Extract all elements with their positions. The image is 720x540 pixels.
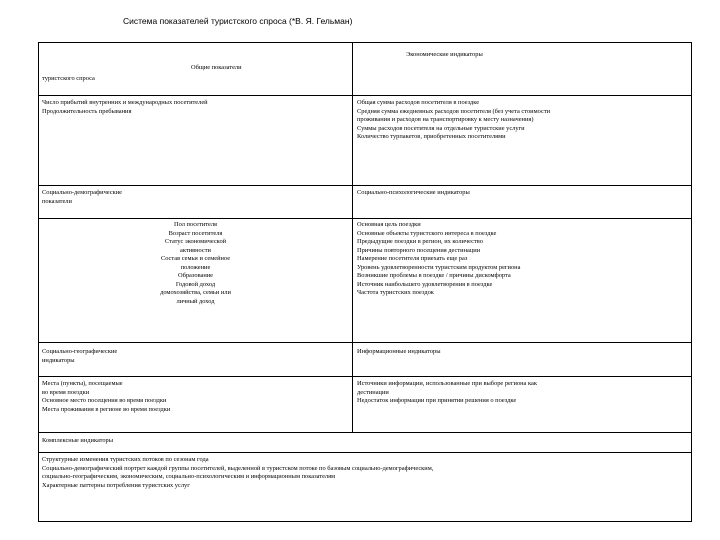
list-item: Годовой доход	[175, 280, 216, 288]
list-item: Число прибытий внутренних и международных посетителей	[42, 99, 208, 106]
economic-indicators-cell	[357, 99, 689, 142]
list-item: Возраст посетителя	[168, 229, 223, 237]
list-item: Места проживания в регионе во время поездки	[42, 405, 171, 413]
list-item: Образование	[177, 272, 214, 279]
page-title: Система показателей туристского спроса (*В. Я. Гельман)	[123, 16, 353, 26]
section-heading: показатели	[42, 197, 72, 205]
row-divider	[38, 452, 692, 453]
list-item: Основная цель поездки	[357, 221, 421, 228]
row-divider	[38, 342, 692, 343]
header-general-indicators: Общие показатели	[191, 64, 242, 71]
list-item: Источники информации, использованные при выборе региона как	[357, 380, 537, 387]
section-heading: Социально-демографические	[42, 189, 122, 196]
list-item: Характерные паттерны потребления туристских услуг	[42, 481, 190, 489]
list-item: домохозяйства, семьи или	[160, 289, 231, 296]
header-left-cell	[39, 43, 352, 95]
row-divider	[38, 218, 692, 219]
complex-indicators-cell	[42, 456, 687, 490]
section-heading: Социально-географические	[42, 348, 118, 355]
list-item: Структурные изменения туристских потоков по сезонам года	[42, 456, 209, 463]
row-divider	[38, 432, 692, 433]
list-item: Причины повторного посещения дестинации	[357, 246, 481, 254]
list-item: Основные объекты туристского интереса в поездке	[357, 229, 497, 237]
list-item: Количество турпакетов, приобретенных посетителями	[357, 133, 506, 140]
list-item: активности	[180, 246, 211, 254]
list-item: социально-географическим, экономическим, социально-психологическим и информационным показателям	[42, 473, 336, 480]
list-item: проживания и расходов на транспортировку к месту назначения)	[357, 116, 534, 123]
list-item: личный доход	[176, 297, 215, 305]
list-item: Места (пункты), посещаемые	[42, 380, 123, 387]
socio-geographic-cell	[42, 380, 350, 414]
list-item: Продолжительность пребывания	[42, 107, 132, 115]
table-border-bottom	[38, 521, 692, 522]
socio-demographic-header	[42, 189, 350, 206]
list-item: Социально-демографический портрет каждой группы посетителей, выделенной в туристском потоке по базовым социально-демографическим,	[42, 464, 434, 472]
section-heading: индикаторы	[42, 356, 75, 364]
row-divider	[38, 376, 692, 377]
row-divider	[38, 185, 692, 186]
table-border-right	[691, 42, 692, 522]
information-indicators-cell	[357, 380, 689, 406]
socio-demographic-cell	[39, 221, 352, 306]
column-divider	[352, 42, 353, 432]
list-item: Недостаток информации при принятии решения о поездке	[357, 397, 517, 404]
list-item: Пол посетителя	[173, 221, 217, 228]
list-item: Уровень удовлетворенности туристским продуктом региона	[357, 263, 521, 271]
header-general-indicators-subtitle: туристского спроса	[42, 75, 95, 82]
list-item: во время поездки	[42, 388, 90, 396]
header-right-cell	[353, 43, 691, 95]
list-item: Средняя сумма ежедневных расходов посетителя (без учета стоимости	[357, 107, 551, 115]
socio-psychological-header	[357, 189, 689, 198]
row-divider	[38, 95, 692, 96]
general-indicators-cell	[42, 99, 350, 116]
list-item: Основное место посещения во время поездки	[42, 397, 167, 404]
complex-indicators-header	[42, 437, 687, 446]
list-item: Возникшие проблемы в поездке / причины дискомфорта	[357, 272, 511, 279]
section-heading: Социально-психологические индикаторы	[357, 189, 470, 196]
socio-psychological-cell	[357, 221, 689, 298]
section-heading: Информационные индикаторы	[357, 348, 441, 355]
list-item: Суммы расходов посетителя на отдельные туристские услуги	[357, 124, 525, 132]
list-item: Статус экономической	[164, 238, 227, 245]
information-indicators-header	[357, 348, 689, 357]
socio-geographic-header	[42, 348, 350, 365]
list-item: Общая сумма расходов посетителя в поездке	[357, 99, 480, 106]
list-item: положение	[180, 263, 211, 271]
header-economic-indicators: Экономические индикаторы	[406, 51, 483, 58]
list-item: Состав семьи и семейное	[160, 255, 231, 262]
section-heading: Комплексные индикаторы	[42, 437, 114, 444]
list-item: Намерение посетителя приехать еще раз	[357, 255, 468, 262]
list-item: Частота туристских поездок	[357, 289, 434, 296]
list-item: дестинации	[357, 388, 389, 396]
list-item: Источник наибольшего удовлетворения в поездке	[357, 280, 493, 288]
list-item: Предыдущие поездки в регион, их количество	[357, 238, 483, 245]
